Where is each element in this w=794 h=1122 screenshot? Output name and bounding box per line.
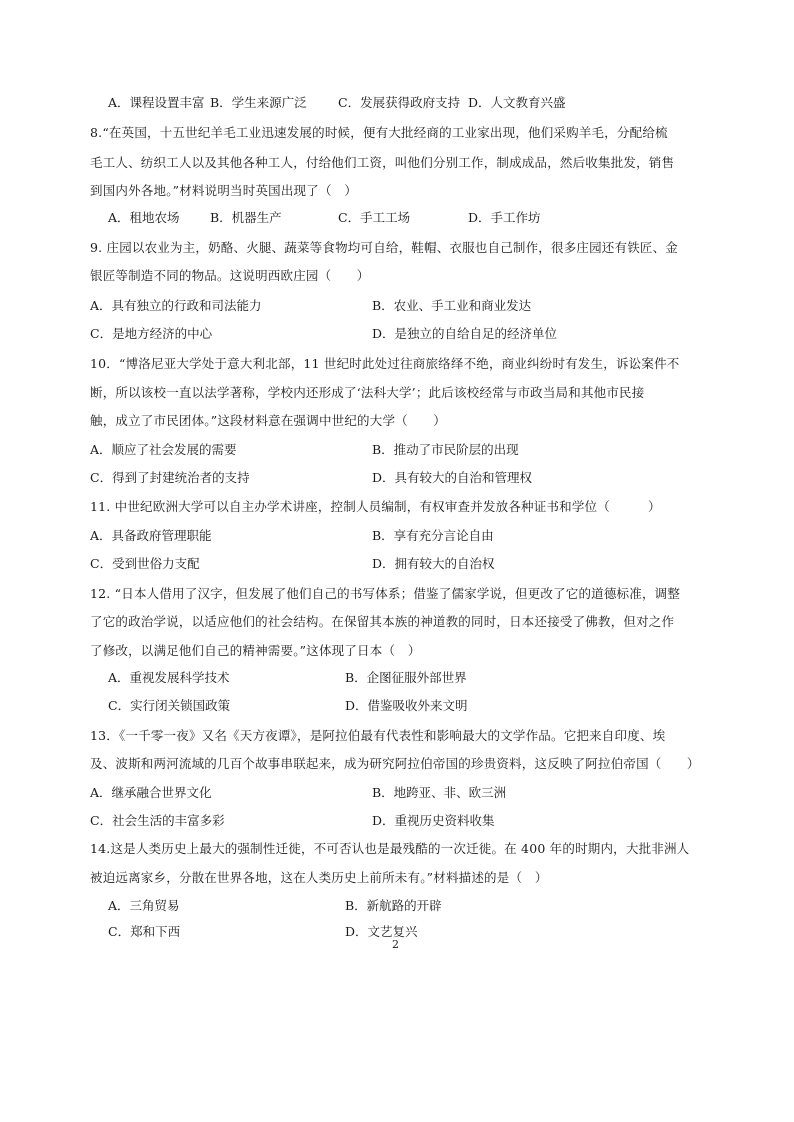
- q13-option-a: A．继承融合世界文化: [90, 785, 212, 800]
- q7-option-c: C．发展获得政府支持: [338, 95, 461, 110]
- q8-option-a: A．租地农场: [108, 210, 180, 225]
- q8-option-d: D．手工作坊: [468, 210, 541, 225]
- q13-option-d: D．重视历史资料收集: [372, 813, 495, 828]
- q10-option-b: B．推动了市民阶层的出现: [372, 442, 519, 457]
- q13-stem-line: 13．《一千零一夜》又名《天方夜谭》，是阿拉伯最有代表性和影响最大的文学作品。它把来自印度、埃: [90, 728, 666, 743]
- q7-option-d: D．人文教育兴盛: [468, 95, 566, 110]
- q12-option-a: A．重视发展科学技术: [108, 670, 230, 685]
- q9-option-d: D．是独立的自给自足的经济单位: [372, 326, 558, 341]
- q12-option-b: B．企图征服外部世界: [345, 670, 467, 685]
- q9-option-b: B．农业、手工业和商业发达: [372, 298, 532, 313]
- q11-option-d: D．拥有较大的自治权: [372, 556, 495, 571]
- q13-stem-line: 及、波斯和两河流域的几百个故事串联起来，成为研究阿拉伯帝国的珍贵资料，这反映了阿拉伯帝国（ ）: [90, 756, 700, 771]
- q9-option-a: A．具有独立的行政和司法能力: [90, 298, 262, 313]
- q10-option-c: C．得到了封建统治者的支持: [90, 470, 250, 485]
- q12-option-c: C．实行闭关锁国政策: [108, 698, 231, 713]
- q8-option-b: B．机器生产: [210, 210, 282, 225]
- q12-option-d: D．借鉴吸收外来文明: [345, 698, 468, 713]
- q8-stem-line: 到国内外各地。”材料说明当时英国出现了（ ）: [90, 183, 358, 198]
- q10-option-a: A．顺应了社会发展的需要: [90, 442, 237, 457]
- q10-stem-line: 断，所以该校一直以法学著称，学校内还形成了‘法科大学’；此后该校经常与市政当局和其他市民接: [90, 385, 645, 400]
- page-number: 2: [392, 938, 399, 951]
- q11-option-b: B．享有充分言论自由: [372, 528, 494, 543]
- q11-stem-line: 11. 中世纪欧洲大学可以自主办学术讲座，控制人员编制，有权审查并发放各种证书和学位（ ）: [90, 499, 661, 514]
- q9-stem-line: 9. 庄园以农业为主，奶酪、火腿、蔬菜等食物均可自给，鞋帽、衣服也自己制作，很多庄园还有铁匠、金: [90, 240, 679, 255]
- q10-option-d: D．具有较大的自治和管理权: [372, 470, 533, 485]
- q8-stem-line: 毛工人、纺织工人以及其他各种工人，付给他们工资，叫他们分别工作，制成成品，然后收集批发，销售: [90, 155, 675, 170]
- q14-option-d: D．文艺复兴: [345, 924, 418, 939]
- q10-stem-line: 10．“博洛尼亚大学处于意大利北部，11 世纪时此处过往商旅络绎不绝，商业纠纷时有发生，诉讼案件不: [90, 356, 680, 371]
- q14-stem-line: 14.这是人类历史上最大的强制性迁徙，不可否认也是最残酷的一次迁徙。在 400 年的时期内，大批非洲人: [90, 841, 690, 856]
- q12-stem-line: 了修改，以满足他们自己的精神需要。”这体现了日本（ ）: [90, 643, 421, 658]
- q11-option-a: A．具备政府管理职能: [90, 528, 212, 543]
- q12-stem-line: 12. “日本人借用了汉字，但发展了他们自己的书写体系；借鉴了儒家学说，但更改了它的道德标准，调整: [90, 586, 681, 601]
- q13-option-b: B．地跨亚、非、欧三洲: [372, 785, 507, 800]
- q12-stem-line: 了它的政治学说，以适应他们的社会结构。在保留其本族的神道教的同时，日本还接受了佛教，但对之作: [90, 614, 675, 629]
- q9-option-c: C．是地方经济的中心: [90, 326, 213, 341]
- q10-stem-line: 触，成立了市民团体。”这段材料意在强调中世纪的大学（ ）: [90, 413, 446, 428]
- q14-option-b: B．新航路的开辟: [345, 898, 442, 913]
- q13-option-c: C．社会生活的丰富多彩: [90, 813, 225, 828]
- q7-option-b: B．学生来源广泛: [210, 95, 307, 110]
- q8-option-c: C．手工工场: [338, 210, 411, 225]
- q14-stem-line: 被迫远离家乡，分散在世界各地，这在人类历史上前所未有。”材料描述的是（ ）: [90, 870, 548, 885]
- q7-option-a: A．课程设置丰富: [108, 95, 205, 110]
- q14-option-a: A．三角贸易: [108, 898, 180, 913]
- q11-option-c: C．受到世俗力支配: [90, 556, 200, 571]
- q14-option-c: C．郑和下西: [108, 924, 181, 939]
- q9-stem-line: 银匠等制造不同的物品。这说明西欧庄园（ ）: [90, 268, 370, 283]
- q8-stem-line: 8.“在英国，十五世纪羊毛工业迅速发展的时候，便有大批经商的工业家出现，他们采购羊毛，分配给梳: [90, 125, 668, 140]
